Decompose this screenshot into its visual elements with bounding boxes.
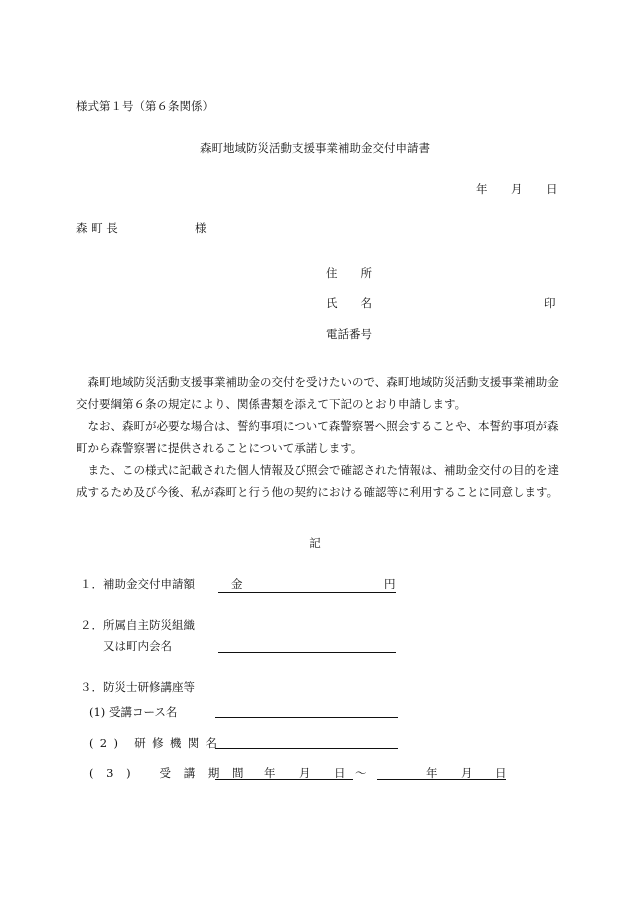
item2-organization-line[interactable] xyxy=(218,652,396,653)
period-start-day: 日 xyxy=(334,766,346,780)
item3-institution-label: (2) 研修機関名 xyxy=(89,736,224,750)
name-label: 氏 名 xyxy=(326,296,372,310)
item3-label: ３．防災士研修講座等 xyxy=(80,680,195,694)
phone-label: 電話番号 xyxy=(326,327,372,341)
period-end-year: 年 xyxy=(426,766,438,780)
period-end-line[interactable] xyxy=(377,779,506,780)
item1-amount-line[interactable] xyxy=(218,592,396,593)
address-label: 住 所 xyxy=(326,266,372,280)
item1-kin: 金 xyxy=(231,577,243,591)
period-end-month: 月 xyxy=(461,766,473,780)
addressee-name: 森 町 長 xyxy=(76,221,118,235)
body-paragraph-1: 森町地域防災活動支援事業補助金の交付を受けたいので、森町地域防災活動支援事業補助金交付要綱第６条の規定により、関係書類を添えて下記のとおり申請します。 xyxy=(76,375,559,411)
seal-mark: 印 xyxy=(544,296,556,310)
date-year-label: 年 xyxy=(476,182,488,196)
item2-label-line1: ２．所属自主防災組織 xyxy=(80,618,195,632)
body-paragraph-2: なお、森町が必要な場合は、誓約事項について森警察署へ照会することや、本誓約事項が森町から森警察署に提供されることについて承諾します。 xyxy=(76,419,559,455)
form-number: 様式第１号（第６条関係） xyxy=(76,99,214,113)
body-text xyxy=(76,371,560,503)
period-start-year: 年 xyxy=(264,766,276,780)
item2-label-line2: 又は町内会名 xyxy=(103,639,172,653)
addressee-honorific: 様 xyxy=(195,221,207,235)
period-end-day: 日 xyxy=(495,766,507,780)
date-month-label: 月 xyxy=(511,182,523,196)
item3-course-label: (1) 受講コース名 xyxy=(89,705,178,719)
item1-label: １．補助金交付申請額 xyxy=(80,577,195,591)
period-tilde: ～ xyxy=(355,766,367,780)
period-start-line[interactable] xyxy=(215,779,353,780)
ki-heading: 記 xyxy=(309,536,321,550)
item3-period-label: (3) 受講期間 xyxy=(89,766,257,780)
body-paragraph-3: また、この様式に記載された個人情報及び照会で確認された情報は、補助金交付の目的を達成するため及び今後、私が森町と行う他の契約における確認等に利用することに同意します。 xyxy=(76,463,559,499)
item3-institution-line[interactable] xyxy=(215,748,398,749)
date-day-label: 日 xyxy=(546,182,558,196)
document-title: 森町地域防災活動支援事業補助金交付申請書 xyxy=(200,141,430,155)
period-start-month: 月 xyxy=(299,766,311,780)
item3-course-line[interactable] xyxy=(215,717,398,718)
item1-yen: 円 xyxy=(384,577,396,591)
